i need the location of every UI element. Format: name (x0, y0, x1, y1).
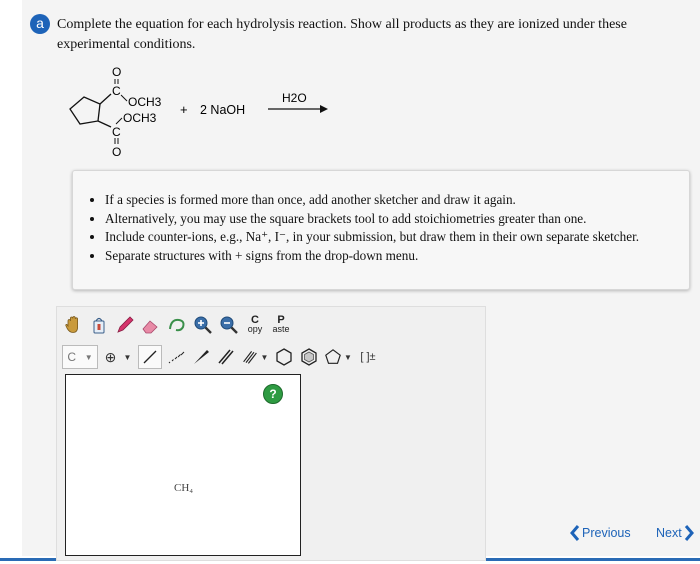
next-label: Next (656, 526, 682, 540)
bucket-icon (89, 315, 109, 335)
chevron-down-icon: ▼ (344, 352, 352, 362)
top-carbonyl-oxygen: O (112, 65, 122, 79)
previous-label: Previous (582, 526, 631, 540)
copy-button[interactable] (244, 316, 266, 334)
hash-bond-button[interactable] (165, 346, 187, 368)
paste-label-bottom: aste (272, 324, 290, 334)
copy-label-top: C (251, 314, 259, 326)
charge-tool-button[interactable] (101, 346, 135, 368)
atom-select-value: C (67, 350, 77, 364)
sketcher-toolbar-bottom (62, 344, 380, 370)
cyclohexane-icon (274, 347, 294, 367)
instructions-box (72, 170, 690, 290)
double-bond-button[interactable] (215, 346, 237, 368)
chevron-down-icon: ▼ (123, 352, 132, 362)
wedge-bond-button[interactable] (190, 346, 212, 368)
single-bond-button[interactable] (138, 345, 162, 369)
paste-button[interactable] (270, 316, 292, 334)
bracket-icon: [ ]± (360, 351, 376, 363)
reaction-structure (60, 64, 360, 159)
cyclopentane-icon (324, 348, 342, 366)
chevron-down-icon: ▼ (84, 352, 93, 362)
question-text: Complete the equation for each hydrolysis reaction. Show all products as they are ionized under these experimental conditions. (57, 17, 627, 52)
chevron-right-icon (684, 524, 694, 542)
hand-tool-button[interactable] (62, 314, 84, 336)
atom-select[interactable] (62, 345, 98, 369)
bottom-ester-group: OCH3 (123, 111, 157, 125)
cyclopentane-button[interactable] (323, 346, 353, 368)
bucket-tool-button[interactable] (88, 314, 110, 336)
top-carbonyl-carbon: C (112, 84, 121, 98)
help-button[interactable]: ? (263, 384, 283, 404)
sketcher-toolbar-top (62, 312, 292, 338)
single-bond-icon (142, 349, 158, 365)
chevron-left-icon (570, 524, 580, 542)
plus-sign: + (180, 102, 188, 117)
benzene-icon (299, 347, 319, 367)
canvas-molecule-label: CH₄ (174, 482, 194, 494)
zoom-in-button[interactable] (192, 314, 214, 336)
previous-button[interactable] (570, 524, 631, 542)
pencil-tool-button[interactable] (114, 314, 136, 336)
top-ester-group: OCH3 (128, 95, 162, 109)
part-badge: a (30, 14, 50, 34)
triple-bond-button[interactable] (240, 346, 270, 368)
copy-label-bottom: opy (247, 324, 263, 334)
bottom-carbonyl-carbon: C (112, 125, 121, 139)
instruction-item: • Include counter-ions, e.g., Na⁺, I⁻, in your submission, but draw them in their own separate sketcher. (105, 228, 689, 247)
cyclopentane-ring (70, 97, 100, 124)
lasso-tool-button[interactable] (166, 314, 188, 336)
wedge-bond-icon (191, 347, 211, 367)
instruction-item: • Separate structures with + signs from the drop-down menu. (105, 247, 689, 266)
reaction-scheme (60, 64, 360, 159)
zoom-out-button[interactable] (218, 314, 240, 336)
reagent-label: 2 NaOH (200, 103, 246, 117)
pencil-icon (115, 315, 135, 335)
double-bond-icon (216, 347, 236, 367)
benzene-button[interactable] (298, 346, 320, 368)
eraser-icon (141, 315, 161, 335)
lasso-icon (167, 315, 187, 335)
plus-circle-icon: ⊕ (104, 348, 117, 365)
instruction-item: • If a species is formed more than once, add another sketcher and draw it again. (105, 191, 689, 210)
eraser-tool-button[interactable] (140, 314, 162, 336)
instruction-item: • Alternatively, you may use the square brackets tool to add stoichiometries greater than one. (105, 210, 689, 229)
instructions-list (73, 191, 689, 265)
condition-label: H2O (282, 91, 307, 105)
triple-bond-icon (242, 349, 258, 365)
zoom-in-icon (193, 315, 213, 335)
zoom-out-icon (219, 315, 239, 335)
hash-bond-icon (166, 347, 186, 367)
bracket-tool-button[interactable] (356, 346, 380, 368)
paste-label-top: P (277, 314, 285, 326)
hand-icon (63, 315, 83, 335)
chevron-down-icon: ▼ (260, 352, 269, 362)
bottom-carbonyl-oxygen: O (112, 145, 122, 159)
cyclohexane-button[interactable] (273, 346, 295, 368)
next-button[interactable] (656, 524, 694, 542)
